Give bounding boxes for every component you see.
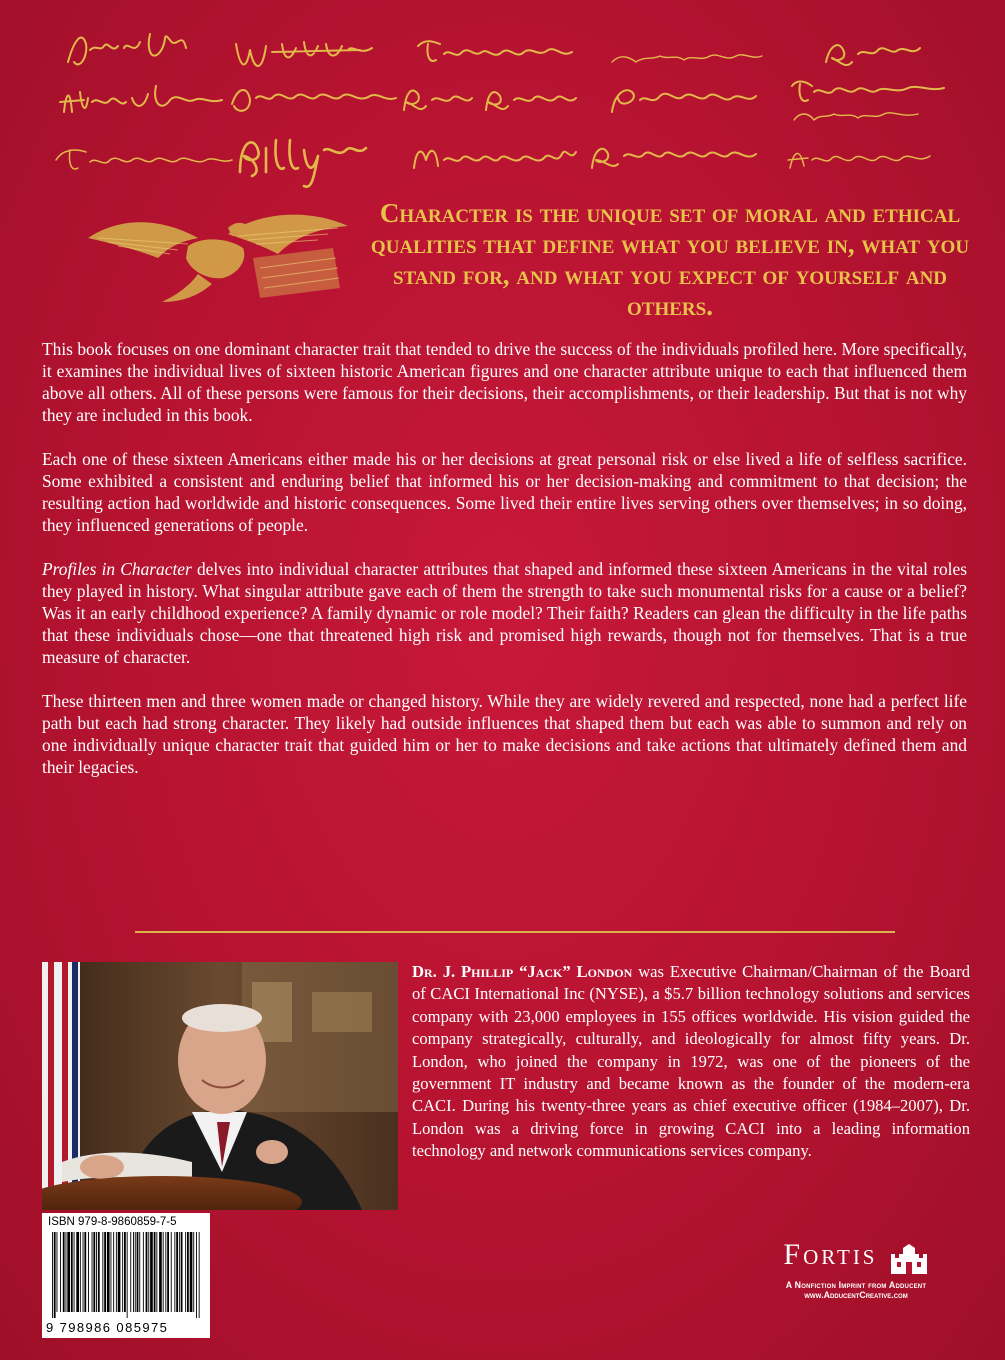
barcode-bar	[66, 1232, 67, 1312]
barcode-bar	[137, 1232, 139, 1312]
barcode-bar	[163, 1232, 164, 1312]
barcode-bar	[102, 1232, 103, 1312]
signature-9	[612, 90, 756, 112]
paragraph-1: This book focuses on one dominant character trait that tended to drive the success of the individuals profiled here. More specifically, it examines the individual lives of sixteen historic American figures and one character attribute unique to each that influenced them above all others. All of these persons were famous for their decisions, their accomplishments, or their leadership. But that is not why they are included in this book.	[42, 339, 967, 425]
publisher-name: Fortis	[783, 1238, 878, 1271]
isbn-barcode	[42, 1213, 210, 1338]
barcode-bar	[124, 1232, 126, 1312]
barcode-bar	[88, 1232, 89, 1312]
barcode-bar	[84, 1232, 86, 1312]
barcode-bar	[98, 1232, 100, 1312]
paragraph-3-text: delves into individual character attributes that shaped and informed these sixteen Americans in the vital roles they played in history. What singular attribute gave each of them the strength to take such monumental risks for a cause or a belief? Was it an early childhood experience? A family dynamic or role model? Their faith? Readers can glean the difficulty in the life paths that these individuals chose—one that threatened high risk and promised high rewards, though not for themselves. That is a true measure of character.	[42, 559, 967, 667]
barcode-bar	[199, 1232, 200, 1318]
signature-4	[612, 55, 762, 62]
barcode-bar	[146, 1232, 148, 1312]
signature-3	[418, 41, 572, 61]
description-body	[42, 338, 967, 800]
author-name: Dr. J. Phillip “Jack” London	[412, 962, 633, 981]
barcode-bar	[63, 1232, 65, 1312]
eagle-body	[186, 239, 244, 278]
barcode-bar	[96, 1232, 97, 1312]
signature-1	[68, 34, 186, 64]
barcode-bar	[93, 1232, 95, 1312]
signature-8	[404, 91, 576, 110]
castle-icon	[889, 1244, 929, 1276]
barcode-bar	[60, 1232, 61, 1312]
barcode-bar	[83, 1232, 84, 1312]
signatures-drawing	[0, 0, 1005, 200]
barcode-bar	[57, 1232, 58, 1312]
signature-13	[240, 140, 366, 187]
barcode-bar	[179, 1232, 180, 1312]
barcode-bar	[74, 1232, 75, 1312]
eagle-tail	[162, 274, 212, 302]
barcode-bar	[111, 1232, 112, 1312]
barcode-bar	[143, 1232, 144, 1312]
barcode-bar	[52, 1232, 53, 1318]
barcode-bar	[92, 1232, 93, 1312]
barcode-bar	[71, 1232, 73, 1312]
signature-15	[592, 149, 756, 168]
paragraph-3	[42, 558, 967, 668]
signature-5	[826, 45, 920, 65]
barcode-bar	[127, 1232, 128, 1318]
barcode-bar	[165, 1232, 166, 1312]
eagle-illustration	[78, 198, 368, 318]
signature-16	[788, 153, 930, 168]
paragraph-2: Each one of these sixteen Americans either made his or her decisions at great personal risk or else lived a life of selfless sacrifice. Some exhibited a consistent and enduring belief that informed his or her decision-making and commitment to that decision; the resulting action had worldwide and historic consequences. Some lived their entire lives serving others over themselves; in so doing, they influenced generations of people.	[42, 449, 967, 535]
barcode-bar	[159, 1232, 162, 1312]
barcode-bar	[185, 1232, 186, 1312]
publisher-url: www.AdducentCreative.com	[804, 1289, 908, 1300]
signature-7	[232, 90, 396, 111]
signature-11	[794, 113, 918, 120]
signature-10	[792, 82, 944, 102]
barcode-digits: 9 798986 085975	[46, 1320, 169, 1335]
barcode-bar	[154, 1232, 156, 1312]
eagle-left-wing	[88, 222, 198, 258]
barcode-bar	[104, 1232, 106, 1312]
barcode-bar	[67, 1232, 70, 1312]
signature-14	[414, 151, 576, 168]
gold-divider	[135, 931, 895, 933]
barcode-bar	[113, 1232, 114, 1312]
barcode-bar	[150, 1232, 153, 1312]
signature-6	[60, 86, 222, 112]
barcode-bar	[193, 1232, 194, 1312]
barcode-bar	[148, 1232, 149, 1312]
author-bio	[412, 961, 970, 1163]
isbn-label: ISBN 979-8-9860859-7-5	[48, 1216, 177, 1228]
barcode-bar	[181, 1232, 183, 1312]
publisher-block	[740, 1238, 972, 1300]
barcode-bar	[135, 1232, 136, 1312]
barcode-bar	[187, 1232, 189, 1312]
signatures-band	[0, 0, 1005, 200]
barcode-bar	[171, 1232, 172, 1312]
author-photo-drawing	[42, 962, 398, 1210]
signature-2	[236, 42, 372, 66]
barcode-bar	[107, 1232, 110, 1312]
paragraph-4: These thirteen men and three women made or changed history. While they are widely revered and respected, none had a perfect life path but each had strong character. They likely had outside influences that shaped them but each was able to summon and rely on one individually unique character trait that guided him or her to make decisions and take actions that ultimately defined them and their legacies.	[42, 691, 967, 777]
signature-12	[56, 150, 232, 169]
character-quote: Character is the unique set of moral and ethical qualities that define what you believe in, what you stand for, and what you expect of yourself and others.	[370, 198, 970, 321]
publisher-tagline: A Nonfiction Imprint from Adducent	[785, 1279, 927, 1290]
barcode-bar	[190, 1232, 193, 1312]
barcode-bar	[133, 1232, 134, 1312]
barcode-bar	[156, 1232, 157, 1312]
barcode-bar	[122, 1232, 123, 1312]
barcode-bar	[139, 1232, 140, 1312]
barcode-bar	[130, 1232, 131, 1312]
barcode-bar	[54, 1232, 56, 1318]
barcode-bar	[116, 1232, 117, 1312]
barcode-bar	[196, 1232, 197, 1318]
barcode-bar	[174, 1232, 175, 1312]
barcode-bar	[176, 1232, 178, 1312]
barcode-bar	[167, 1232, 169, 1312]
barcode-bars	[52, 1232, 202, 1318]
book-title: Profiles in Character	[42, 559, 192, 579]
author-bio-text: was Executive Chairman/Chairman of the Board of CACI International Inc (NYSE), a $5.7 billion technology solutions and services company with 23,000 employees in 155 offices worldwide. His vision guided the company strategically, culturally, and ideologically for almost fifty years. Dr. London, who joined the company in 1972, was one of the pioneers of the government IT industry and became known as the founder of the modern-era CACI. During his twenty-three years as chief executive officer (1984–2007), Dr. London was a driving force in growing CACI into a leading information technology and network communications services company.	[412, 962, 970, 1161]
eagle-right-wing	[228, 215, 348, 254]
barcode-bar	[118, 1232, 121, 1312]
barcode-bar	[76, 1232, 79, 1312]
barcode-bar	[80, 1232, 81, 1312]
author-photo	[42, 962, 398, 1210]
